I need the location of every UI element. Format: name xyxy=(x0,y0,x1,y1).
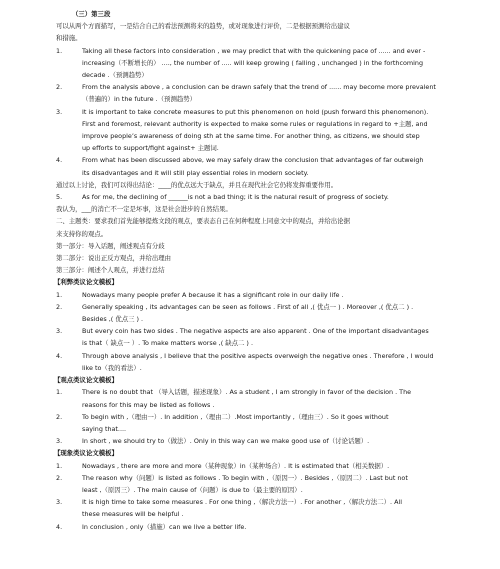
item-text: Nowadays many people prefer A because it has a significant role in our daily life . xyxy=(82,290,344,299)
part-3: 第三部分：阐述个人观点，并进行总结 xyxy=(56,266,165,275)
part2-heading: 二、主题类：要求我们首先能够提炼文段的观点，要表态自己在何种程度上同意文中的观点，并给出论据 xyxy=(56,217,350,226)
template1-list xyxy=(56,289,492,374)
item-text: its disadvantages and it will still play essential roles in modern society. xyxy=(82,168,309,177)
item-text: As for me, the declining of ______is not a bad thing; it is the natural result of progress of society. xyxy=(82,193,389,202)
item-text: But every coin has two sides . The negative aspects are also apparent . One of the important disadvantages xyxy=(82,327,429,336)
item-text: In conclusion , only（措施）can we live a better life. xyxy=(82,522,247,531)
list-item xyxy=(56,106,492,155)
item-number: 1. xyxy=(56,46,63,55)
intro-line-2: 和措施。 xyxy=(56,34,82,43)
section-title: （三）第三段 xyxy=(72,10,111,18)
item-number: 3. xyxy=(56,107,63,116)
item-number: 5. xyxy=(56,193,63,202)
item-text: Taking all these factors into consideration , we may predict that with the quickening pace of ...... and ever - xyxy=(82,46,426,55)
template3-list xyxy=(56,460,492,533)
item-number: 1. xyxy=(56,290,63,299)
template3-title: 【现象类议论文模板】 xyxy=(54,449,118,458)
list-item xyxy=(56,289,492,301)
list-item xyxy=(56,411,492,435)
item-text: reasons for this may be listed as follows . xyxy=(82,400,215,409)
item-text: It is high time to take some measures . For one thing ,（解决方法一）. For another ,（解决方法二）. All xyxy=(82,498,403,507)
list-item xyxy=(56,460,492,472)
intro-line-1: 可以从两个方面描写，一是结合自己的看法预测将来的趋势，或对现象进行评价，二是根据预测给出建议 xyxy=(56,22,350,31)
item-number: 2. xyxy=(56,83,63,92)
template2-title: 【观点类议论文模板】 xyxy=(54,376,118,385)
item-number: 3. xyxy=(56,498,63,507)
list-item xyxy=(56,350,492,374)
item-text: these measures will be helpful . xyxy=(82,510,184,519)
list-item xyxy=(56,386,492,410)
item-number: 2. xyxy=(56,412,63,421)
item-text: improve people’s awareness of doing sth at the same time. For another thing, as citizens, we should step xyxy=(82,132,420,141)
section3-list xyxy=(56,45,492,179)
item-text: First and foremost, relevant authority is expected to make some rules or regulations in regard to +主题, and xyxy=(82,119,428,128)
item-text: From the analysis above , a conclusion can be drawn safely that the trend of ...... may become more prevalent xyxy=(82,83,436,92)
list-item xyxy=(56,496,492,520)
item-text: decade .（预测趋势） xyxy=(82,71,148,80)
item-text: In short , we should try to（做法）. Only in this way can we make good use of（讨论话题）. xyxy=(82,437,370,446)
list-item xyxy=(56,521,492,533)
item-text: Through above analysis , I believe that the positive aspects overweigh the negative ones . Therefore , I would xyxy=(82,351,434,360)
item-number: 1. xyxy=(56,461,63,470)
list-item xyxy=(56,81,492,105)
item-text: From what has been discussed above, we may safely draw the conclusion that advantages of far outweigh xyxy=(82,156,424,165)
list-item xyxy=(56,191,492,203)
item-text: To begin with ,（理由一）. In addition ,（理由二）.Most importantly ,（理由三）. So it goes without xyxy=(82,412,389,421)
item-text: is that（ 缺点一 ）. To make matters worse ,( 缺点二 ) . xyxy=(82,339,253,348)
item-text: Besides ,( 优点三 ) . xyxy=(82,315,144,324)
list-item xyxy=(56,472,492,496)
item-text: increasing（不断增长的） ...., the number of ..... will keep growing ( falling , unchanged ) in the forthcoming xyxy=(82,58,424,67)
item-text: up efforts to support/fight against+ 主题词. xyxy=(82,144,219,153)
item-number: 1. xyxy=(56,388,63,397)
item-number: 4. xyxy=(56,156,63,165)
part-2: 第二部分：说出正反方观点，并给出理由 xyxy=(56,254,172,263)
item-text: It is important to take concrete measures to put this phenomenon on hold (push forward this phenomenon). xyxy=(82,107,429,116)
item-number: 4. xyxy=(56,351,63,360)
item-number: 2. xyxy=(56,473,63,482)
list-item xyxy=(56,154,492,178)
template2-list xyxy=(56,386,492,447)
item-text: （普遍的）in the future .（预测趋势） xyxy=(82,95,197,104)
translation-1: 通过以上讨论，我们可以得出结论：____的优点远大于缺点，并且在现代社会它仍将发挥重要作用。 xyxy=(56,180,338,189)
item-number: 2. xyxy=(56,302,63,311)
item-text: Nowadays , there are more and more（某种现象）in（某种场合）. It is estimated that（相关数据）. xyxy=(82,461,390,470)
list-item xyxy=(56,301,492,325)
item-text: saying that.... xyxy=(82,424,127,433)
part-1: 第一部分：导入话题，阐述观点有分歧 xyxy=(56,241,165,250)
item-text: Generally speaking , its advantages can be seen as follows . First of all ,( 优点一 ) . Moreover ,( 优点二 ) . xyxy=(82,302,414,311)
item-number: 3. xyxy=(56,327,63,336)
item-number: 3. xyxy=(56,437,63,446)
list-item xyxy=(56,325,492,349)
part2-heading-cont: 来支持你的观点。 xyxy=(56,229,108,238)
template1-title: 【利弊类议论文模板】 xyxy=(54,278,118,287)
item-text: The reason why（问题）is listed as follows . To begin with ,（原因一）. Besides ,（原因二）. Last but not xyxy=(82,473,408,482)
item-text: There is no doubt that （导入话题，描述现象）. As a student , I am strongly in favor of the decision . The xyxy=(82,388,412,397)
item-text: like to（我的看法）. xyxy=(82,363,142,372)
translation-2: 我认为，___的消亡不一定是坏事，这是社会进步的自然结果。 xyxy=(56,205,232,214)
list-item xyxy=(56,435,492,447)
item-number: 4. xyxy=(56,522,63,531)
list-item xyxy=(56,45,492,82)
item-text: least ,（原因三）. The main cause of（问题）is due to（最主要的原因）. xyxy=(82,485,303,494)
